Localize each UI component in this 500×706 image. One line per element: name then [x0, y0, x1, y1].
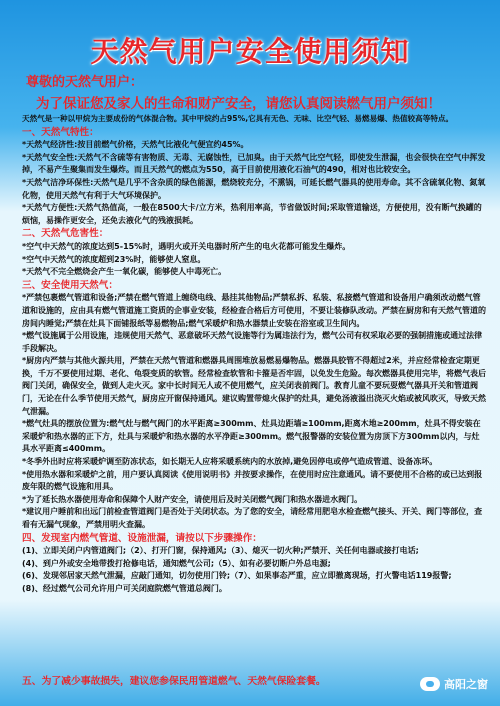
list-item: *空气中天然气的浓度达到5-15%时，遇明火或开关电器时所产生的电火花都可能发生爆炸。 [22, 241, 351, 251]
greeting: 尊敬的天然气用户： [26, 75, 144, 90]
list-item: *天然气洁净环保性:天然气是几乎不含杂质的绿色能源，燃烧较充分，不熏锅，可延长燃气器具的使用寿命。其不含硫氧化物、氮氧化物，使用天然气有利于大气环境保护。 [22, 177, 486, 200]
list-item: *燃气设施属于公用设施，违规使用天然气、恶意破坏天然气设施等行为属违法行为，燃气公司有权采取必要的强制措施或通过法律手段解决。 [22, 331, 483, 353]
list-item: *天然气不完全燃烧会产生一氧化碳，能够使人中毒死亡。 [22, 267, 227, 277]
list-item: (1)、立即关闭户内管道阀门;（2）、打开门窗，保持通风;（3）、熄灭一切火种;严禁开、关任何电器或接打电话; [22, 546, 419, 556]
list-item: *使用热水器和采暖炉之前，用户要认真阅读《使用说明书》并按要求操作，在使用时应注意通风。请不要使用不合格的或已达到报废年限的燃气设施和用具。 [22, 469, 483, 492]
list-item: (4)、到户外或安全地带拨打抢修电话，通知燃气公司;（5）、如有必要切断户外总电源; [22, 558, 331, 568]
notice-content [22, 113, 486, 673]
list-item: *为了延长热水器使用寿命和保障个人财产安全，请使用后及时关闭燃气阀门和热水器进水阀门。 [22, 494, 363, 504]
watermark-text: 高阳之窗 [444, 678, 488, 691]
list-item: *燃气灶具的摆放位置为:燃气灶与燃气阀门的水平距离≥300mm、灶具边距墙≥100mm,距离木地≥200mm，灶具不得安装在采暖炉和热水器的正下方，灶具与采暖炉和热水器的水平净距≥300mm。燃气报警器的安装位置为房顶下方300mm以内，与灶具水平距离≤400mm。 [22, 419, 481, 454]
list-item: (6)、发现邻居家天然气泄漏，应敲门通知，切勿使用门铃;（7）、如果事态严重，应立即撤离现场，打火警电话119报警; [22, 571, 452, 581]
watermark [420, 676, 488, 692]
list-item: *空气中天然气的浓度超到23%时，能够使人窒息。 [22, 254, 206, 264]
section-heading-5: 五、为了减少事故损失，建议您参保民用管道燃气、天然气保险套餐。 [22, 676, 326, 687]
section-heading-2: 二、天然气危害性： [22, 228, 109, 240]
section-heading-1: 一、天然气特性： [22, 126, 99, 138]
intro-text: 天然气是一种以甲烷为主要成份的气体混合物。其中甲烷约占95%,它具有无色、无味、比空气轻、易燃易爆、热值较高等特点。 [22, 114, 454, 123]
section-heading-4: 四、发现室内燃气管道、设施泄漏，请按以下步骤操作： [22, 532, 262, 544]
list-item: (8)、经过燃气公司允许用户可关闭庭院燃气管道总阀门。 [22, 583, 227, 593]
section-heading-3: 三、安全使用天然气： [22, 279, 118, 291]
list-item: *冬季外出时应将采暖炉调至防冻状态，如长期无人应将采暖系统内的水放掉,避免因停电或停气造成管道、设备冻坏。 [22, 457, 438, 467]
list-item: *天然气安全性:天然气不含硫等有害物质、无毒、无腐蚀性，已加臭。由于天然气比空气轻，即使发生泄漏，也会很快在空气中挥发掉，不易产生聚集而发生爆炸。而且天然气的燃点为550，高于目前使用液化石油气的490，相对也比较安全。 [22, 152, 486, 175]
list-item: *严禁包裹燃气管道和设备;严禁在燃气管道上缠绕电线、悬挂其他物品;严禁私拆、私装、私接燃气管道和设备用户确须改动燃气管道和设施的，应由具有燃气管道施工资质的企事业安装，经检查合格后方可使用，不要让装修队改动。严禁在厨房和有天然气管道的房间内睡觉;严禁在灶具下面铺报纸等易燃物品;燃气采暖炉和热水器禁止安装在浴室或卫生间内。 [22, 293, 486, 328]
list-item: *天然气方便性:天然气热值高，一般在8500大卡/立方米，热利用率高，节省做饭时间;采取管道输送，方便使用，没有断气换罐的烦恼，易操作更安全，还免去液化气的残液损耗。 [22, 203, 482, 225]
list-item: *天然气经济性:按目前燃气价格，天然气比液化气便宜约45%。 [22, 140, 249, 150]
poster-title: 天然气用户安全使用须知 [90, 35, 410, 68]
list-item: *建议用户睡前和出远门前检查管道阀门是否处于关闭状态。为了您的安全，请经常用肥皂水检查燃气接头、开关、阀门等部位，查看有无漏气现象，严禁用明火查漏。 [22, 507, 483, 529]
lead-text: 为了保证您及家人的生命和财产安全，请您认真阅读燃气用户须知！ [36, 96, 441, 112]
list-item: *厨房内严禁与其他火源共用，严禁在天然气管道和燃器具周围堆放易燃易爆物品。燃器具胶管不得超过2米，并应经常检查定期更换，千万不要使用过期、老化、龟裂变质的软管。经常检查软管和卡箍是否牢固，以免发生危险。每次燃器具使用完毕，将燃气表后阀门关闭，确保安全，做到人走火灭。家中长时间无人或不使用燃气，应关闭表前阀门。教育儿童不要玩耍燃气器具开关和管道阀门，无论在什么季节使用天然气，厨房应开窗保持通风。建议购置带熄火保护的灶具，避免汤液溢出浇灭火焰或被风吹灭，导致天然气泄漏。 [22, 356, 486, 416]
wechat-icon [420, 677, 440, 691]
